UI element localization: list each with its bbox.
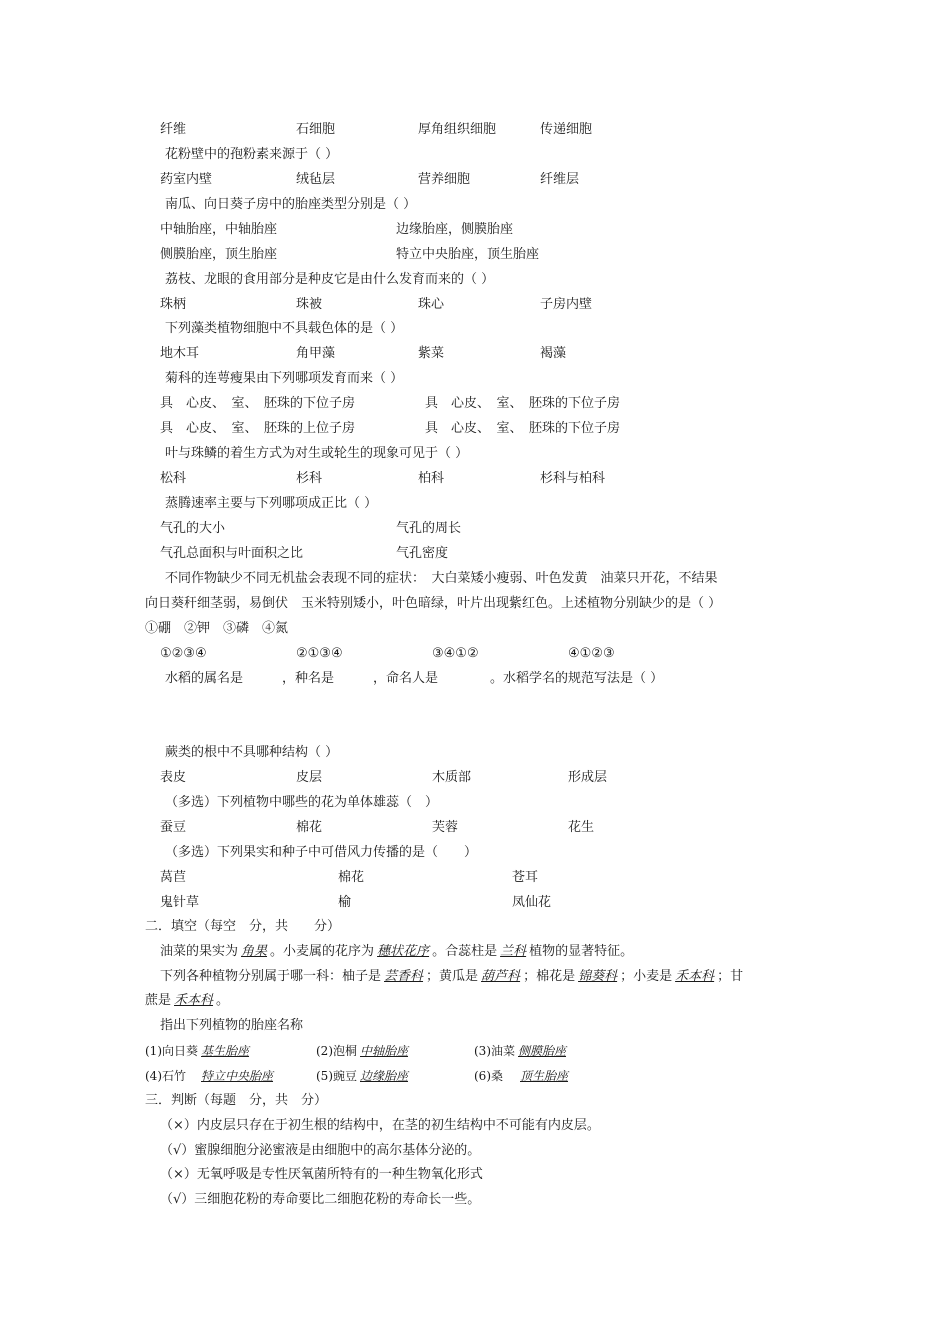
question-stem: 蒸腾速率主要与下列哪项成正比（ ） [165, 496, 378, 511]
option: ④①②③ [568, 646, 615, 661]
option: 木质部 [432, 770, 472, 785]
judgement-item: （×）内皮层只存在于初生根的结构中，在茎的初生结构中不可能有内皮层。 [160, 1118, 600, 1133]
option: 营养细胞 [418, 172, 471, 187]
option: ①②③④ [160, 646, 207, 661]
option: 具 心皮、 室、 胚珠的下位子房 [425, 396, 621, 411]
option: 榆 [338, 895, 352, 910]
answer: 侧膜胎座 [518, 1044, 567, 1058]
fill-line: 下列各种植物分别属于哪一科：柚子是 芸香科 ；黄瓜是 葫芦科 ；棉花是 锦葵科 ；小麦是 禾本科 ；甘 [160, 969, 744, 984]
option: 气孔密度 [396, 546, 449, 561]
option: 莴苣 [160, 870, 187, 885]
option: 芙蓉 [432, 820, 459, 835]
question-stem: 荔枝、龙眼的食用部分是种皮它是由什么发育而来的（ ） [165, 272, 495, 287]
option: 表皮 [160, 770, 187, 785]
question-stem: 下列藻类植物细胞中不具载色体的是（ ） [165, 321, 404, 336]
option: ②①③④ [296, 646, 343, 661]
option: 具 心皮、 室、 胚珠的上位子房 [160, 421, 356, 436]
section-heading: 二．填空（每空 分，共 分） [145, 919, 341, 934]
question-stem: 菊科的连萼瘦果由下列哪项发育而来（ ） [165, 371, 404, 386]
option: 传递细胞 [540, 122, 593, 137]
option: 侧膜胎座，顶生胎座 [160, 247, 278, 262]
option: 形成层 [568, 770, 608, 785]
answer: 边缘胎座 [360, 1069, 409, 1083]
fill-prompt: 指出下列植物的胎座名称 [160, 1018, 304, 1033]
option: 气孔的大小 [160, 521, 226, 536]
question-stem: 向日葵秆细茎弱，易倒伏 玉米特别矮小，叶色暗绿，叶片出现紫红色。上述植物分别缺少的是（ ） [145, 596, 722, 611]
judgement-item: （×）无氧呼吸是专性厌氧菌所特有的一种生物氧化形式 [160, 1167, 483, 1182]
option: 紫菜 [418, 346, 445, 361]
option: 棉花 [296, 820, 323, 835]
question-stem: 南瓜、向日葵子房中的胎座类型分别是（ ） [165, 197, 417, 212]
question-stem: 不同作物缺少不同无机盐会表现不同的症状： 大白菜矮小瘦弱、叶色发黄 油菜只开花，不结果 [165, 571, 718, 586]
option: ③④①② [432, 646, 479, 661]
placenta-item: (5)豌豆 边缘胎座 [316, 1067, 411, 1085]
judgement-item: （√）三细胞花粉的寿命要比二细胞花粉的寿命长一些。 [160, 1192, 481, 1207]
option: 气孔的周长 [396, 521, 462, 536]
option: 苍耳 [512, 870, 539, 885]
option: 松科 [160, 471, 187, 486]
answer: 中轴胎座 [360, 1044, 409, 1058]
answer: 特立中央胎座 [201, 1069, 274, 1083]
option: 花生 [568, 820, 595, 835]
option: 药室内壁 [160, 172, 213, 187]
question-stem: （多选）下列果实和种子中可借风力传播的是（ ） [165, 845, 478, 860]
option: 特立中央胎座，顶生胎座 [396, 247, 540, 262]
answer: 基生胎座 [201, 1044, 250, 1058]
option: 褐藻 [540, 346, 567, 361]
option: 杉科与柏科 [540, 471, 606, 486]
option: 气孔总面积与叶面积之比 [160, 546, 304, 561]
option: 厚角组织细胞 [418, 122, 497, 137]
option: 珠心 [418, 297, 445, 312]
option: 皮层 [296, 770, 323, 785]
answer: 禾本科 [675, 969, 715, 984]
question-stem: 叶与珠鳞的着生方式为对生或轮生的现象可见于（ ） [165, 446, 469, 461]
option: 子房内壁 [540, 297, 593, 312]
option: 蚕豆 [160, 820, 187, 835]
fill-line: 蔗是 禾本科 。 [145, 993, 230, 1008]
option: 凤仙花 [512, 895, 552, 910]
question-stem: （多选）下列植物中哪些的花为单体雄蕊（ ） [165, 795, 439, 810]
judgement-item: （√）蜜腺细胞分泌蜜液是由细胞中的高尔基体分泌的。 [160, 1143, 481, 1158]
option: 具 心皮、 室、 胚珠的下位子房 [425, 421, 621, 436]
answer: 锦葵科 [578, 969, 618, 984]
option: 棉花 [338, 870, 365, 885]
answer: 葫芦科 [481, 969, 521, 984]
option: 杉科 [296, 471, 323, 486]
option: 绒毡层 [296, 172, 336, 187]
option: 柏科 [418, 471, 445, 486]
question-stem: 蕨类的根中不具哪种结构（ ） [165, 745, 339, 760]
answer: 芸香科 [384, 969, 424, 984]
answer: 角果 [241, 944, 268, 959]
placenta-item: (4)石竹 特立中央胎座 [145, 1067, 276, 1085]
answer: 禾本科 [174, 993, 214, 1008]
answer: 顶生胎座 [520, 1069, 569, 1083]
option: 边缘胎座，侧膜胎座 [396, 222, 514, 237]
placenta-item: (3)油菜 侧膜胎座 [474, 1042, 569, 1060]
option: 纤维层 [540, 172, 580, 187]
question-stem: 花粉壁中的孢粉素来源于（ ） [165, 147, 339, 162]
answer: 兰科 [500, 944, 527, 959]
element-list: ①硼 ②钾 ③磷 ④氮 [145, 621, 289, 636]
option: 鬼针草 [160, 895, 200, 910]
option: 角甲藻 [296, 346, 336, 361]
answer: 穗状花序 [377, 944, 430, 959]
placenta-item: (2)泡桐 中轴胎座 [316, 1042, 411, 1060]
option: 珠柄 [160, 297, 187, 312]
fill-line: 油菜的果实为 角果 。小麦属的花序为 穗状花序 。合蕊柱是 兰科 植物的显著特征。 [160, 944, 634, 959]
option: 中轴胎座，中轴胎座 [160, 222, 278, 237]
placenta-item: (6)桑 顶生胎座 [474, 1067, 571, 1085]
option: 纤维 [160, 122, 187, 137]
placenta-item: (1)向日葵 基生胎座 [145, 1042, 252, 1060]
option: 具 心皮、 室、 胚珠的下位子房 [160, 396, 356, 411]
question-stem: 水稻的属名是 ，种名是 ，命名人是 。水稻学名的规范写法是（ ） [165, 671, 664, 686]
option: 石细胞 [296, 122, 336, 137]
option: 地木耳 [160, 346, 200, 361]
section-heading: 三．判断（每题 分，共 分） [145, 1093, 328, 1108]
option: 珠被 [296, 297, 323, 312]
